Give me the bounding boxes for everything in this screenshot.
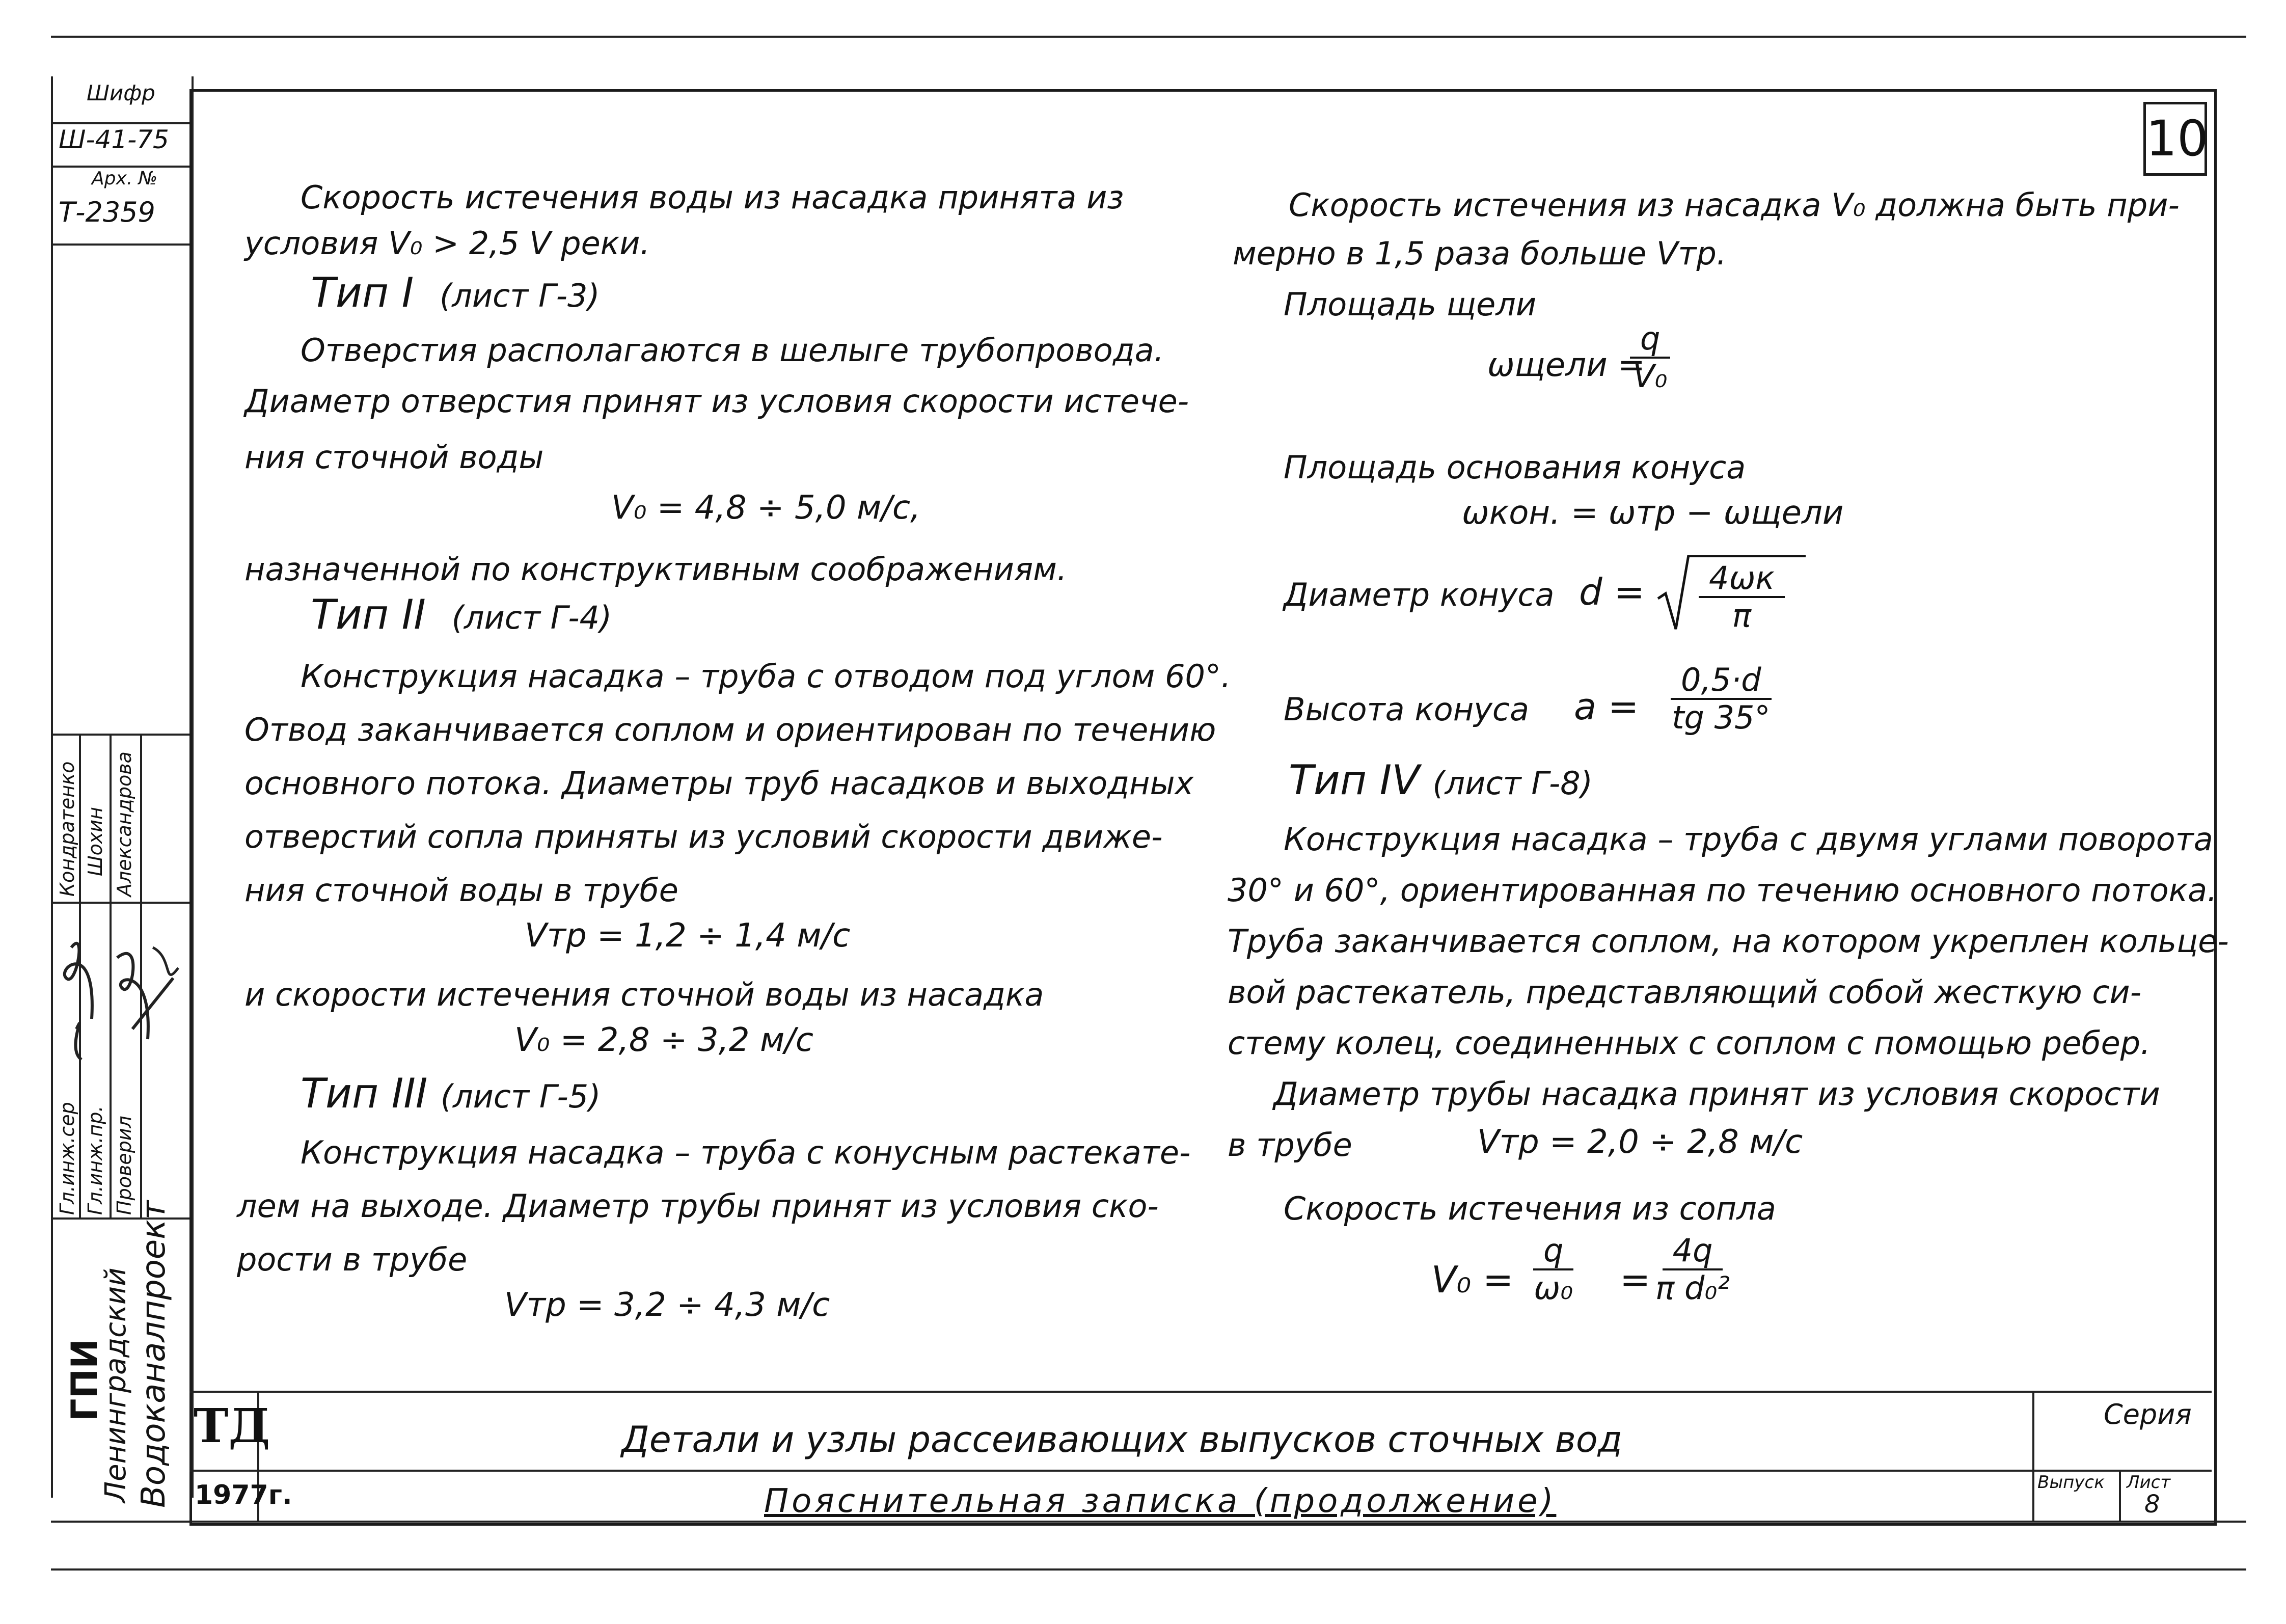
formula: V₀ = 4,8 ÷ 5,0 м/с, (611, 489, 921, 527)
fraction: $\frac{q}{\text{ω₀}}$ (1534, 1232, 1573, 1307)
section-heading: Тип III (лист Г-5) (301, 1070, 601, 1117)
text-line: основного потока. Диаметры труб насадков и выходных (244, 765, 1194, 802)
stamp-divider (51, 734, 189, 736)
formula: V₀ = 2,8 ÷ 3,2 м/с (514, 1021, 813, 1059)
text-line: рости в трубе (237, 1241, 468, 1278)
fraction: $\frac{q}{\text{V₀}}$ (1630, 321, 1670, 394)
text-line: Отвод заканчивается соплом и ориентирован по течению (244, 711, 1216, 748)
fraction: $\frac{0,5\cdot d}{tg 35^\circ}$ (1671, 662, 1772, 736)
signer-name: Александрова (113, 751, 135, 897)
org-abbreviation: ГПИ (64, 1339, 105, 1421)
text-line: 30° и 60°, ориентированная по течению основного потока. (1228, 872, 2217, 909)
document-subtitle: Пояснительная записка (продолжение) (764, 1482, 1557, 1520)
stamp-divider (51, 122, 189, 124)
formula: ωкон. = ωтр − ωщели (1462, 494, 1844, 532)
text-line: Скорость истечения воды из насадка принята из (301, 179, 1124, 216)
sheet-number: 10 (2143, 102, 2207, 176)
text-line: Конструкция насадка – труба с отводом под углом 60°. (301, 658, 1231, 695)
text-line: Диаметр конуса (1284, 576, 1555, 613)
stamp-divider (51, 166, 189, 168)
formula: ωщели = (1487, 346, 1645, 384)
text-line: Конструкция насадка – труба с двумя углами поворота (1284, 821, 2213, 858)
signer-name: Кондратенко (56, 761, 78, 897)
text-line: Диаметр отверстия принят из условия скорости истече- (244, 383, 1189, 420)
signature-image (56, 917, 183, 1070)
org-city: Ленинградский (99, 1267, 132, 1503)
formula: a = (1574, 685, 1639, 728)
archive-value: Т-2359 (59, 196, 155, 228)
text-line: Площадь основания конуса (1284, 449, 1746, 486)
sheet-value: 8 (2144, 1490, 2160, 1519)
sheet-label: Лист (2127, 1472, 2171, 1493)
formula: Vтр = 3,2 ÷ 4,3 м/с (504, 1286, 830, 1324)
title-block-top (189, 1391, 2212, 1393)
text-line: назначенной по конструктивным соображениям. (244, 551, 1067, 588)
signer-role: Гл.инж.сер (56, 1102, 78, 1215)
stamp-divider (51, 902, 189, 904)
text-line: мерно в 1,5 раза больше Vтр. (1233, 235, 1727, 272)
formula: = (1620, 1258, 1651, 1301)
bottom-band (51, 1521, 2246, 1571)
signer-name: Шохин (84, 807, 106, 876)
text-line: Высота конуса (1284, 691, 1530, 728)
cipher-label: Шифр (87, 80, 155, 105)
series-label: Серия (2104, 1398, 2192, 1430)
org-name: Водоканалпроект (135, 1200, 173, 1508)
text-line: Конструкция насадка – труба с конусным растекате- (301, 1134, 1191, 1171)
text-line: условия V₀ > 2,5 V реки. (244, 225, 650, 262)
text-line: Скорость истечения из сопла (1284, 1190, 1776, 1227)
signer-role: Гл.инж.пр. (84, 1105, 106, 1215)
issue-label: Выпуск (2037, 1472, 2105, 1493)
cipher-value: Ш-41-75 (59, 125, 169, 154)
text-line: лем на выходе. Диаметр трубы принят из условия ско- (237, 1187, 1159, 1225)
text-line: вой растекатель, представляющий собой жесткую си- (1228, 973, 2142, 1011)
logo-mark: ТД (194, 1398, 270, 1453)
stamp-divider (51, 243, 189, 246)
text-line: и скорости истечения сточной воды из насадка (244, 976, 1044, 1013)
fraction: 4ωк π (1699, 560, 1785, 634)
formula: d = (1579, 571, 1645, 613)
section-heading: Тип II (лист Г-4) (311, 591, 612, 638)
text-line: Диаметр трубы насадка принят из условия скорости (1273, 1075, 2160, 1113)
title-block-divider (2032, 1391, 2034, 1521)
section-heading: Тип IV (лист Г-8) (1289, 756, 1593, 804)
title-block-divider (189, 1470, 2212, 1472)
section-heading: Тип I (лист Г-3) (311, 269, 600, 316)
fraction: $\frac{4q}{\text{π d₀²}}$ (1655, 1232, 1730, 1307)
text-line: отверстий сопла приняты из условий скорости движе- (244, 818, 1163, 855)
square-root-sign (1655, 553, 1691, 634)
text-line: стему колец, соединенных с соплом с помощью ребер. (1228, 1024, 2151, 1062)
formula: Vтр = 1,2 ÷ 1,4 м/с (525, 917, 851, 955)
text-line: Скорость истечения из насадка V₀ должна быть при- (1289, 186, 2180, 224)
year-label: 1977г. (195, 1480, 292, 1510)
archive-label: Арх. № (92, 168, 158, 189)
title-block-divider (2119, 1470, 2121, 1521)
formula: V₀ = (1431, 1258, 1514, 1301)
signer-role: Проверил (113, 1116, 135, 1215)
document-title: Детали и узлы рассеивающих выпусков сточных вод (621, 1419, 1623, 1460)
text-line: Труба заканчивается соплом, на котором укреплен кольце- (1228, 923, 2229, 960)
text-line: Площадь щели (1284, 286, 1537, 323)
formula: Vтр = 2,0 ÷ 2,8 м/с (1477, 1123, 1803, 1161)
text-line: ния сточной воды (244, 439, 544, 476)
sqrt-bar (1689, 555, 1806, 557)
text-line: в трубе (1228, 1126, 1352, 1163)
text-line: Отверстия располагаются в шелыге трубопровода. (301, 332, 1164, 369)
text-line: ния сточной воды в трубе (244, 872, 678, 909)
title-block-divider (2032, 1470, 2212, 1472)
